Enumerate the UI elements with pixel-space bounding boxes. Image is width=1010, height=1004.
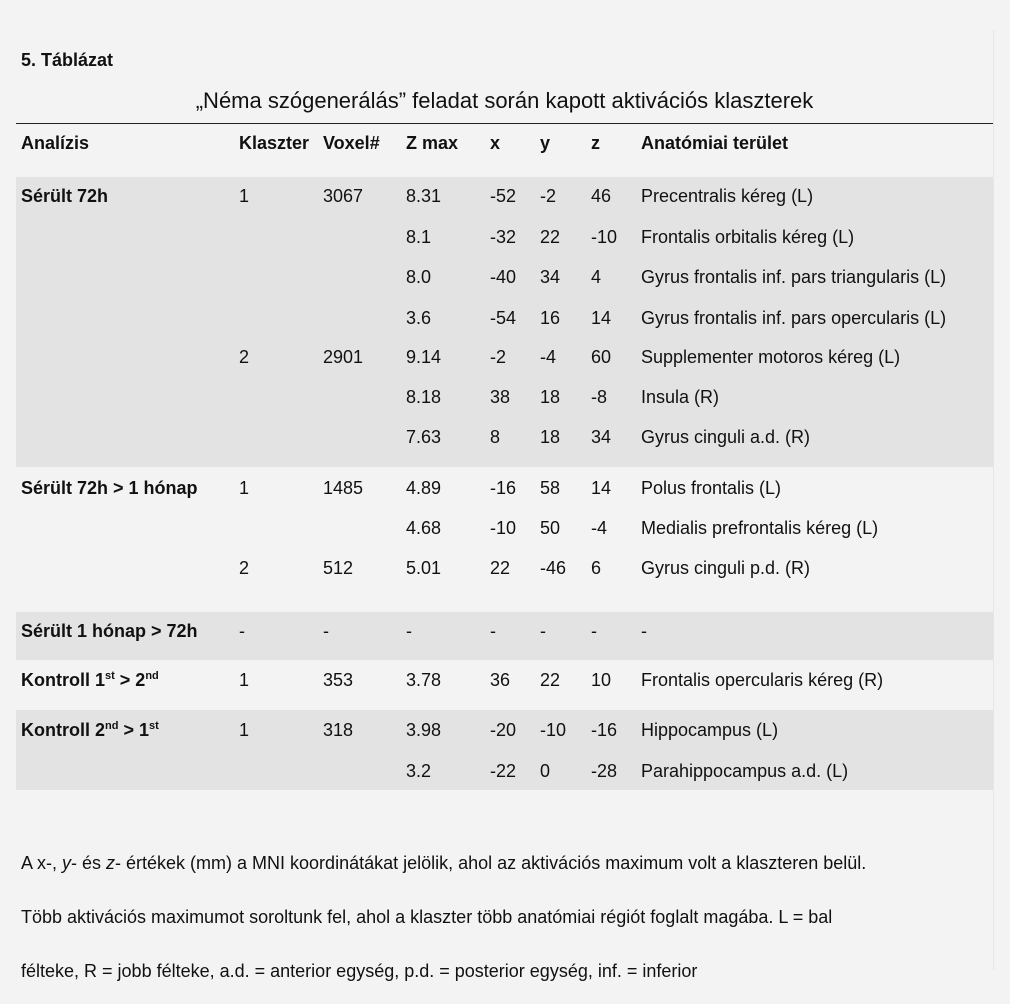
z-cell: 14 [591,308,612,328]
table-row [0,184,1010,210]
table-row [0,759,1010,785]
y-cell: -10 [540,720,567,740]
x-cell: -20 [490,720,517,740]
analysis-label: Sérült 72h [21,186,109,206]
x-cell: 36 [490,670,511,690]
y-cell: 22 [540,670,561,690]
y-cell: 0 [540,761,551,781]
zmax-cell: 3.98 [406,720,442,740]
note-text: - értékek (mm) a MNI koordinátákat jelölik, ahol az aktivációs maximum volt a klaszteren belül. [115,853,867,873]
cluster-cell: 1 [239,720,250,740]
area-cell: Gyrus frontalis inf. pars opercularis (L) [641,308,947,328]
table-row [0,476,1010,502]
analysis-label: Sérült 1 hónap > 72h [21,621,198,641]
y-cell: 18 [540,427,561,447]
voxel-cell: 1485 [323,478,364,498]
voxel-cell: 353 [323,670,354,690]
analysis-text: Kontroll 1 [21,670,105,690]
y-cell: 34 [540,267,561,287]
header-z: z [591,133,600,153]
cluster-cell: 1 [239,478,250,498]
header-cluster: Klaszter [239,133,310,153]
x-cell: -40 [490,267,517,287]
y-cell: -46 [540,558,567,578]
table-row [0,225,1010,251]
table-row [0,718,1010,744]
header-y: y [540,133,551,153]
header-area: Anatómiai terület [641,133,789,153]
table-notes [21,836,989,998]
x-cell: 38 [490,387,511,407]
table-header [0,131,1010,157]
y-cell: - [540,621,546,641]
x-cell: -2 [490,347,507,367]
note-text: A x-, [21,853,63,873]
note-text: - és [71,853,107,873]
ordinal-superscript: nd [105,720,119,732]
voxel-cell: 318 [323,720,354,740]
analysis-text: > 1 [118,720,149,740]
table-row [0,265,1010,291]
area-cell: Supplementer motoros kéreg (L) [641,347,901,367]
z-cell: 46 [591,186,612,206]
z-cell: -4 [591,518,608,538]
table-row [0,306,1010,332]
area-cell: Parahippocampus a.d. (L) [641,761,849,781]
voxel-cell: - [323,621,329,641]
cluster-cell: 2 [239,347,250,367]
zmax-cell: 3.78 [406,670,442,690]
note-italic: y [62,853,72,873]
area-cell: Gyrus cinguli a.d. (R) [641,427,811,447]
z-cell: 6 [591,558,602,578]
cluster-cell: 2 [239,558,250,578]
y-cell: 16 [540,308,561,328]
area-cell: Frontalis orbitalis kéreg (L) [641,227,855,247]
z-cell: -16 [591,720,618,740]
z-cell: 60 [591,347,612,367]
area-cell: Insula (R) [641,387,720,407]
z-cell: 14 [591,478,612,498]
table-row [0,345,1010,371]
zmax-cell: 8.0 [406,267,432,287]
analysis-text: > 2 [114,670,146,690]
zmax-cell: 8.18 [406,387,442,407]
cluster-cell: 1 [239,186,250,206]
voxel-cell: 512 [323,558,354,578]
y-cell: 22 [540,227,561,247]
x-cell: -10 [490,518,517,538]
y-cell: 18 [540,387,561,407]
y-cell: 58 [540,478,561,498]
note-line-2: Több aktivációs maximumot soroltunk fel, ahol a klaszter több anatómiai régiót foglalt magába. L = bal [21,907,833,927]
header-voxel: Voxel# [323,133,380,153]
table-row [0,668,1010,694]
x-cell: -16 [490,478,517,498]
note-line-3: félteke, R = jobb félteke, a.d. = anterior egység, p.d. = posterior egység, inf. = inferior [21,961,698,981]
area-cell: Medialis prefrontalis kéreg (L) [641,518,879,538]
zmax-cell: 4.89 [406,478,442,498]
z-cell: 10 [591,670,612,690]
z-cell: 4 [591,267,602,287]
y-cell: -2 [540,186,557,206]
analysis-label: Sérült 72h > 1 hónap [21,478,198,498]
y-cell: 50 [540,518,561,538]
header-zmax: Z max [406,133,459,153]
ordinal-superscript: st [148,720,159,732]
voxel-cell: 2901 [323,347,364,367]
analysis-text: Kontroll 2 [21,720,105,740]
table-row [0,385,1010,411]
table-title: „Néma szógenerálás” feladat során kapott aktivációs klaszterek [195,88,814,113]
x-cell: -52 [490,186,517,206]
area-cell: Precentralis kéreg (L) [641,186,814,206]
note-italic: z [106,853,116,873]
zmax-cell: 8.31 [406,186,442,206]
ordinal-superscript: nd [145,670,159,682]
area-cell: Gyrus cinguli p.d. (R) [641,558,811,578]
area-cell: Polus frontalis (L) [641,478,782,498]
zmax-cell: 8.1 [406,227,432,247]
area-cell: Gyrus frontalis inf. pars triangularis (L) [641,267,947,287]
z-cell: -28 [591,761,618,781]
area-cell: - [641,621,647,641]
area-cell: Hippocampus (L) [641,720,779,740]
table-row [0,516,1010,542]
voxel-cell: 3067 [323,186,364,206]
x-cell: -32 [490,227,517,247]
y-cell: -4 [540,347,557,367]
zmax-cell: 3.6 [406,308,432,328]
z-cell: 34 [591,427,612,447]
z-cell: - [591,621,597,641]
x-cell: 8 [490,427,501,447]
header-analysis: Analízis [21,133,90,153]
x-cell: - [490,621,496,641]
cluster-cell: 1 [239,670,250,690]
zmax-cell: - [406,621,412,641]
header-x: x [490,133,501,153]
area-cell: Frontalis opercularis kéreg (R) [641,670,884,690]
table-label: 5. Táblázat [21,50,114,70]
note-line-1 [21,836,989,890]
z-cell: -8 [591,387,608,407]
table-row [0,556,1010,582]
zmax-cell: 9.14 [406,347,442,367]
table-row [0,619,1010,645]
ordinal-superscript: st [105,670,115,682]
title-rule [16,123,993,124]
cluster-cell: - [239,621,245,641]
table-row [0,425,1010,451]
zmax-cell: 7.63 [406,427,442,447]
z-cell: -10 [591,227,618,247]
x-cell: -22 [490,761,517,781]
zmax-cell: 5.01 [406,558,442,578]
x-cell: -54 [490,308,517,328]
zmax-cell: 4.68 [406,518,442,538]
zmax-cell: 3.2 [406,761,432,781]
x-cell: 22 [490,558,511,578]
